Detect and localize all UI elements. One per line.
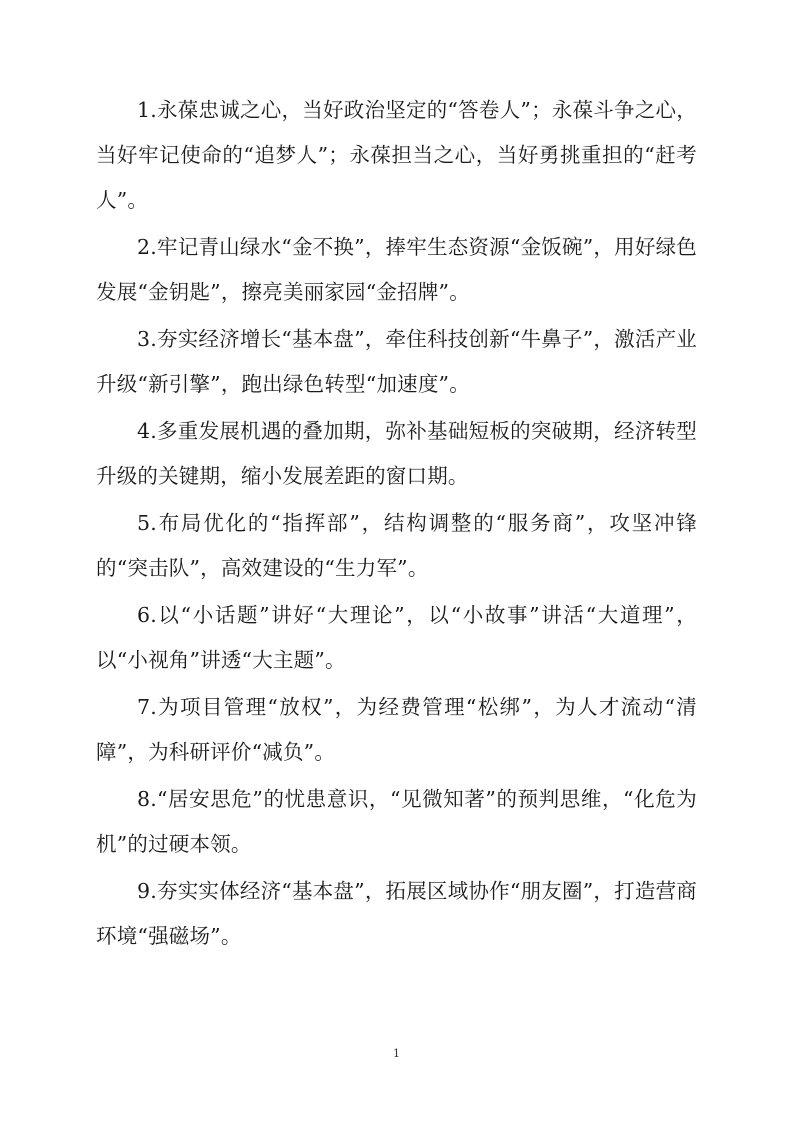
document-body xyxy=(96,88,697,1062)
paragraph-5: 5.布局优化的“指挥部”，结构调整的“服务商”，攻坚冲锋的“突击队”，高效建设的“生力军”。 xyxy=(96,511,697,580)
paragraph-4: 4.多重发展机遇的叠加期，弥补基础短板的突破期，经济转型升级的关键期，缩小发展差距的窗口期。 xyxy=(96,419,697,488)
paragraph-8: 8.“居安思危”的忧患意识，“见微知著”的预判思维，“化危为机”的过硬本领。 xyxy=(96,787,697,856)
page-number: 1 xyxy=(393,1047,400,1060)
paragraph-3: 3.夯实经济增长“基本盘”，牵住科技创新“牛鼻子”，激活产业升级“新引擎”，跑出绿色转型“加速度”。 xyxy=(96,327,697,396)
paragraph-7: 7.为项目管理“放权”，为经费管理“松绑”，为人才流动“清障”，为科研评价“减负”。 xyxy=(96,695,697,764)
paragraph-1: 1.永葆忠诚之心，当好政治坚定的“答卷人”；永葆斗争之心，当好牢记使命的“追梦人”；永葆担当之心，当好勇挑重担的“赶考人”。 xyxy=(96,98,697,212)
paragraph-2: 2.牢记青山绿水“金不换”，捧牢生态资源“金饭碗”，用好绿色发展“金钥匙”，擦亮美丽家园“金招牌”。 xyxy=(96,235,697,304)
paragraph-6: 6.以“小话题”讲好“大理论”，以“小故事”讲活“大道理”，以“小视角”讲透“大主题”。 xyxy=(96,603,697,672)
paragraph-9: 9.夯实实体经济“基本盘”，拓展区域协作“朋友圈”，打造营商环境“强磁场”。 xyxy=(96,879,697,948)
